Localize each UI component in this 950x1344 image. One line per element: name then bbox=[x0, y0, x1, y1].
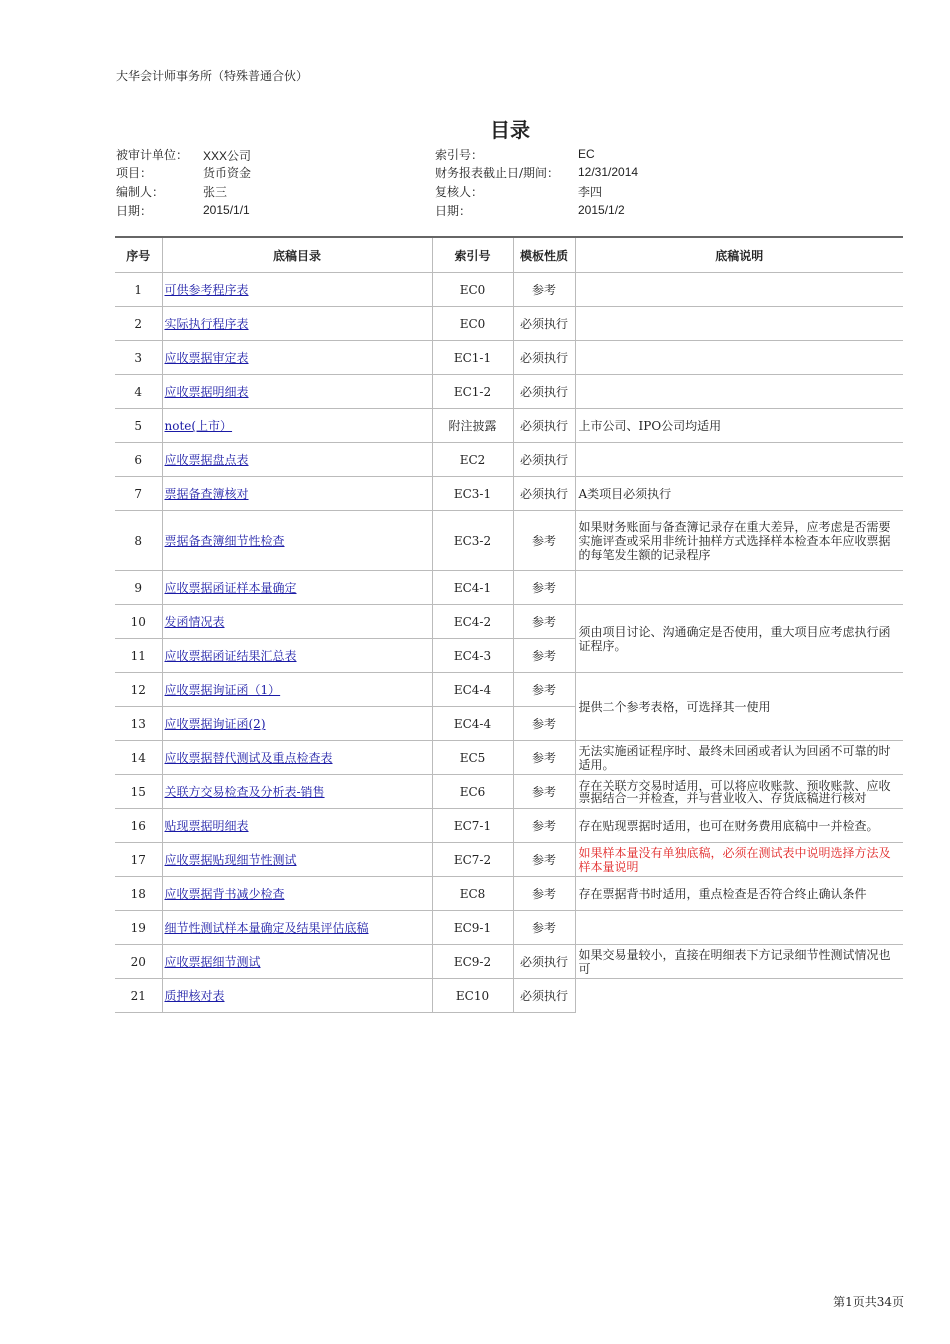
row-desc: 须由项目讨论、沟通确定是否使用，重大项目应考虑执行函证程序。 bbox=[575, 605, 903, 673]
table-row bbox=[115, 673, 903, 707]
header-index: 索引号 bbox=[432, 237, 513, 273]
row-index: EC7-2 bbox=[432, 843, 513, 877]
row-name-cell bbox=[162, 775, 432, 809]
row-type: 必须执行 bbox=[513, 375, 575, 409]
row-name-cell bbox=[162, 443, 432, 477]
row-type: 参考 bbox=[513, 273, 575, 307]
row-type: 必须执行 bbox=[513, 307, 575, 341]
row-name-cell bbox=[162, 477, 432, 511]
row-type: 必须执行 bbox=[513, 945, 575, 979]
header-name: 底稿目录 bbox=[162, 237, 432, 273]
table-row bbox=[115, 911, 903, 945]
table-row bbox=[115, 477, 903, 511]
firm-name: 大华会计师事务所（特殊普通合伙） bbox=[116, 69, 309, 83]
row-no: 19 bbox=[115, 911, 162, 945]
preparer-value: 张三 bbox=[203, 185, 228, 199]
row-type: 参考 bbox=[513, 843, 575, 877]
header-type: 模板性质 bbox=[513, 237, 575, 273]
row-desc: 存在关联方交易时适用，可以将应收账款、预收账款、应收票据结合一并检查，并与营业收入、存货底稿进行核对 bbox=[575, 775, 903, 809]
row-name-cell bbox=[162, 945, 432, 979]
project-label: 项目： bbox=[116, 166, 153, 180]
row-name-cell bbox=[162, 307, 432, 341]
table-row bbox=[115, 809, 903, 843]
row-no: 17 bbox=[115, 843, 162, 877]
row-desc: A类项目必须执行 bbox=[575, 477, 903, 511]
row-index: EC9-1 bbox=[432, 911, 513, 945]
row-no: 4 bbox=[115, 375, 162, 409]
row-index: EC4-2 bbox=[432, 605, 513, 639]
row-name-cell bbox=[162, 375, 432, 409]
workpaper-link[interactable]: 应收票据贴现细节性测试 bbox=[164, 853, 297, 867]
table-row bbox=[115, 571, 903, 605]
row-index: EC0 bbox=[432, 307, 513, 341]
table-row bbox=[115, 375, 903, 409]
row-type: 必须执行 bbox=[513, 979, 575, 1013]
row-name-cell bbox=[162, 911, 432, 945]
header-no: 序号 bbox=[115, 237, 162, 273]
project-value: 货币资金 bbox=[203, 166, 252, 180]
row-index: EC4-3 bbox=[432, 639, 513, 673]
row-desc bbox=[575, 341, 903, 375]
row-type: 参考 bbox=[513, 639, 575, 673]
row-desc bbox=[575, 911, 903, 945]
row-desc: 提供二个参考表格，可选择其一使用 bbox=[575, 673, 903, 741]
workpaper-link[interactable]: 可供参考程序表 bbox=[164, 283, 249, 297]
row-no: 5 bbox=[115, 409, 162, 443]
date1-label: 日期： bbox=[116, 204, 153, 218]
row-no: 12 bbox=[115, 673, 162, 707]
row-index: EC1-2 bbox=[432, 375, 513, 409]
row-index: EC7-1 bbox=[432, 809, 513, 843]
table-row bbox=[115, 741, 903, 775]
workpaper-link[interactable]: 质押核对表 bbox=[164, 989, 225, 1003]
row-index: EC4-1 bbox=[432, 571, 513, 605]
page-title: 目录 bbox=[490, 118, 530, 142]
workpaper-link[interactable]: 应收票据替代测试及重点检查表 bbox=[164, 751, 333, 765]
row-name-cell bbox=[162, 639, 432, 673]
row-no: 3 bbox=[115, 341, 162, 375]
row-type: 参考 bbox=[513, 809, 575, 843]
row-desc bbox=[575, 443, 903, 477]
row-name-cell bbox=[162, 877, 432, 911]
audited-unit-value: XXX公司 bbox=[203, 149, 252, 163]
row-no: 11 bbox=[115, 639, 162, 673]
index-label: 索引号： bbox=[435, 148, 484, 162]
row-type: 必须执行 bbox=[513, 341, 575, 375]
table-row bbox=[115, 409, 903, 443]
workpaper-link[interactable]: 细节性测试样本量确定及结果评估底稿 bbox=[164, 921, 369, 935]
row-type: 参考 bbox=[513, 571, 575, 605]
row-index: EC9-2 bbox=[432, 945, 513, 979]
table-row bbox=[115, 843, 903, 877]
row-desc bbox=[575, 273, 903, 307]
table-row bbox=[115, 511, 903, 571]
workpaper-link[interactable]: 应收票据盘点表 bbox=[164, 453, 249, 467]
table-row bbox=[115, 979, 903, 1013]
preparer-label: 编制人： bbox=[116, 185, 165, 199]
row-desc: 如果样本量没有单独底稿，必须在测试表中说明选择方法及样本量说明 bbox=[575, 843, 903, 877]
row-desc bbox=[575, 375, 903, 409]
row-index: EC6 bbox=[432, 775, 513, 809]
period-label: 财务报表截止日/期间： bbox=[435, 166, 560, 180]
row-desc: 存在贴现票据时适用，也可在财务费用底稿中一并检查。 bbox=[575, 809, 903, 843]
period-value: 12/31/2014 bbox=[578, 165, 639, 179]
date1-value: 2015/1/1 bbox=[203, 203, 250, 217]
header-desc: 底稿说明 bbox=[575, 237, 903, 273]
row-index: EC4-4 bbox=[432, 707, 513, 741]
workpaper-link[interactable]: 应收票据函证结果汇总表 bbox=[164, 649, 297, 663]
row-no: 6 bbox=[115, 443, 162, 477]
row-name-cell bbox=[162, 843, 432, 877]
workpaper-link[interactable]: 贴现票据明细表 bbox=[164, 819, 249, 833]
table-row bbox=[115, 273, 903, 307]
row-type: 参考 bbox=[513, 911, 575, 945]
row-name-cell bbox=[162, 673, 432, 707]
table-row bbox=[115, 877, 903, 911]
table-row bbox=[115, 307, 903, 341]
row-name-cell bbox=[162, 409, 432, 443]
row-index: EC3-2 bbox=[432, 511, 513, 571]
row-name-cell bbox=[162, 571, 432, 605]
row-no: 20 bbox=[115, 945, 162, 979]
row-type: 参考 bbox=[513, 707, 575, 741]
row-name-cell bbox=[162, 741, 432, 775]
row-index: EC8 bbox=[432, 877, 513, 911]
row-desc bbox=[575, 307, 903, 341]
row-desc: 如果交易量较小，直接在明细表下方记录细节性测试情况也可 bbox=[575, 945, 903, 979]
date2-value: 2015/1/2 bbox=[578, 203, 625, 217]
row-name-cell bbox=[162, 341, 432, 375]
table-row bbox=[115, 775, 903, 809]
workpaper-link[interactable]: 应收票据审定表 bbox=[164, 351, 249, 365]
row-name-cell bbox=[162, 979, 432, 1013]
table-row bbox=[115, 341, 903, 375]
row-no: 9 bbox=[115, 571, 162, 605]
row-no: 13 bbox=[115, 707, 162, 741]
workpaper-link[interactable]: 应收票据背书减少检查 bbox=[164, 887, 285, 901]
workpaper-link[interactable]: 应收票据明细表 bbox=[164, 385, 249, 399]
row-index: EC3-1 bbox=[432, 477, 513, 511]
date2-label: 日期： bbox=[435, 204, 472, 218]
row-type: 必须执行 bbox=[513, 409, 575, 443]
workpaper-link[interactable]: 关联方交易检查及分析表-销售 bbox=[164, 785, 325, 799]
row-name-cell bbox=[162, 273, 432, 307]
row-desc: 无法实施函证程序时、最终未回函或者认为回函不可靠的时适用。 bbox=[575, 741, 903, 775]
row-name-cell bbox=[162, 809, 432, 843]
row-no: 16 bbox=[115, 809, 162, 843]
row-name-cell bbox=[162, 511, 432, 571]
row-type: 必须执行 bbox=[513, 443, 575, 477]
reviewer-label: 复核人： bbox=[435, 185, 484, 199]
row-desc: 存在票据背书时适用，重点检查是否符合终止确认条件 bbox=[575, 877, 903, 911]
workpaper-link[interactable]: 实际执行程序表 bbox=[164, 317, 249, 331]
table-row bbox=[115, 605, 903, 639]
row-type: 必须执行 bbox=[513, 477, 575, 511]
page-footer: 第1页共34页 bbox=[833, 1295, 904, 1309]
reviewer-value: 李四 bbox=[578, 185, 603, 199]
row-type: 参考 bbox=[513, 605, 575, 639]
workpaper-index-table bbox=[115, 236, 903, 1013]
audited-unit-label: 被审计单位： bbox=[116, 148, 189, 162]
workpaper-link[interactable]: 应收票据函证样本量确定 bbox=[164, 581, 297, 595]
row-no: 8 bbox=[115, 511, 162, 571]
row-desc bbox=[575, 571, 903, 605]
workpaper-link[interactable]: 应收票据细节测试 bbox=[164, 955, 261, 969]
row-no: 15 bbox=[115, 775, 162, 809]
row-no: 7 bbox=[115, 477, 162, 511]
row-index: EC4-4 bbox=[432, 673, 513, 707]
row-name-cell bbox=[162, 707, 432, 741]
row-desc: 上市公司、IPO公司均适用 bbox=[575, 409, 903, 443]
row-no: 10 bbox=[115, 605, 162, 639]
row-desc: 如果财务账面与备查簿记录存在重大差异，应考虑是否需要实施评查或采用非统计抽样方式选择样本检查本年应收票据的每笔发生额的记录程序 bbox=[575, 511, 903, 571]
row-index: 附注披露 bbox=[432, 409, 513, 443]
row-no: 21 bbox=[115, 979, 162, 1013]
workpaper-link[interactable]: note(上市） bbox=[164, 419, 233, 433]
row-index: EC5 bbox=[432, 741, 513, 775]
row-index: EC2 bbox=[432, 443, 513, 477]
row-no: 14 bbox=[115, 741, 162, 775]
row-type: 参考 bbox=[513, 741, 575, 775]
row-type: 参考 bbox=[513, 775, 575, 809]
index-value: EC bbox=[578, 147, 595, 161]
row-no: 2 bbox=[115, 307, 162, 341]
row-index: EC10 bbox=[432, 979, 513, 1013]
row-index: EC0 bbox=[432, 273, 513, 307]
row-no: 1 bbox=[115, 273, 162, 307]
row-type: 参考 bbox=[513, 511, 575, 571]
workpaper-link[interactable]: 票据备查簿细节性检查 bbox=[164, 534, 285, 548]
row-type: 参考 bbox=[513, 673, 575, 707]
row-type: 参考 bbox=[513, 877, 575, 911]
table-row bbox=[115, 443, 903, 477]
row-desc bbox=[575, 979, 903, 1013]
table-row bbox=[115, 945, 903, 979]
row-name-cell bbox=[162, 605, 432, 639]
row-index: EC1-1 bbox=[432, 341, 513, 375]
row-no: 18 bbox=[115, 877, 162, 911]
table-header bbox=[115, 237, 903, 273]
workpaper-link[interactable]: 票据备查簿核对 bbox=[164, 487, 249, 501]
workpaper-link[interactable]: 发函情况表 bbox=[164, 615, 225, 629]
workpaper-link[interactable]: 应收票据询证函(2) bbox=[164, 717, 266, 731]
workpaper-link[interactable]: 应收票据询证函（1） bbox=[164, 683, 281, 697]
